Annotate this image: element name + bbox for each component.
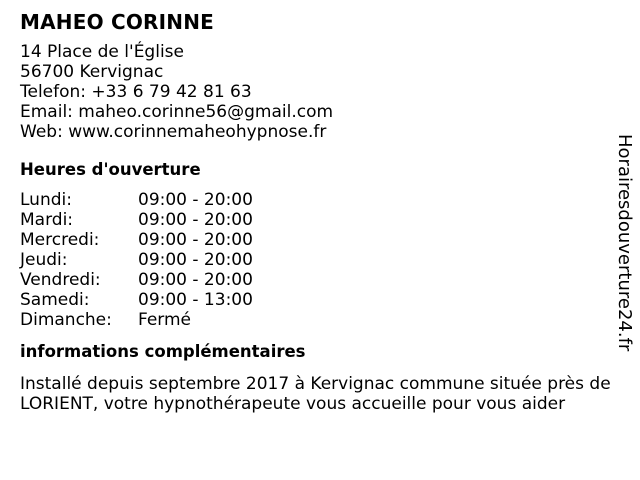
day-label: Lundi: [20,190,72,210]
time-value: 09:00 - 20:00 [138,270,253,290]
email-line: Email: maheo.corinne56@gmail.com [20,102,334,122]
day-label: Jeudi: [20,250,68,270]
day-label: Dimanche: [20,310,112,330]
info-title: informations complémentaires [20,342,306,361]
business-name: MAHEO CORINNE [20,10,215,34]
hours-table [20,190,620,330]
time-value: 09:00 - 20:00 [138,190,253,210]
day-label: Mercredi: [20,230,100,250]
time-value: 09:00 - 20:00 [138,250,253,270]
address-city: 56700 Kervignac [20,62,164,82]
hours-row-sunday [20,310,620,330]
day-label: Samedi: [20,290,90,310]
day-label: Mardi: [20,210,74,230]
hours-row-wednesday [20,230,620,250]
hours-row-tuesday [20,210,620,230]
time-value: 09:00 - 20:00 [138,210,253,230]
time-value: 09:00 - 13:00 [138,290,253,310]
hours-title: Heures d'ouverture [20,160,201,179]
hours-row-thursday [20,250,620,270]
site-watermark: Horairesdouverture24.fr [614,134,635,352]
address-street: 14 Place de l'Église [20,42,184,62]
business-card [20,10,620,414]
day-label: Vendredi: [20,270,101,290]
phone-line: Telefon: +33 6 79 42 81 63 [20,82,252,102]
hours-row-monday [20,190,620,210]
time-value: Fermé [138,310,192,330]
time-value: 09:00 - 20:00 [138,230,253,250]
info-description: Installé depuis septembre 2017 à Kervignac commune située près de LORIENT, votre hypnothérapeute vous accueille pour vous aider [20,374,611,414]
web-line: Web: www.corinnemaheohypnose.fr [20,122,327,142]
hours-row-friday [20,270,620,290]
hours-row-saturday [20,290,620,310]
